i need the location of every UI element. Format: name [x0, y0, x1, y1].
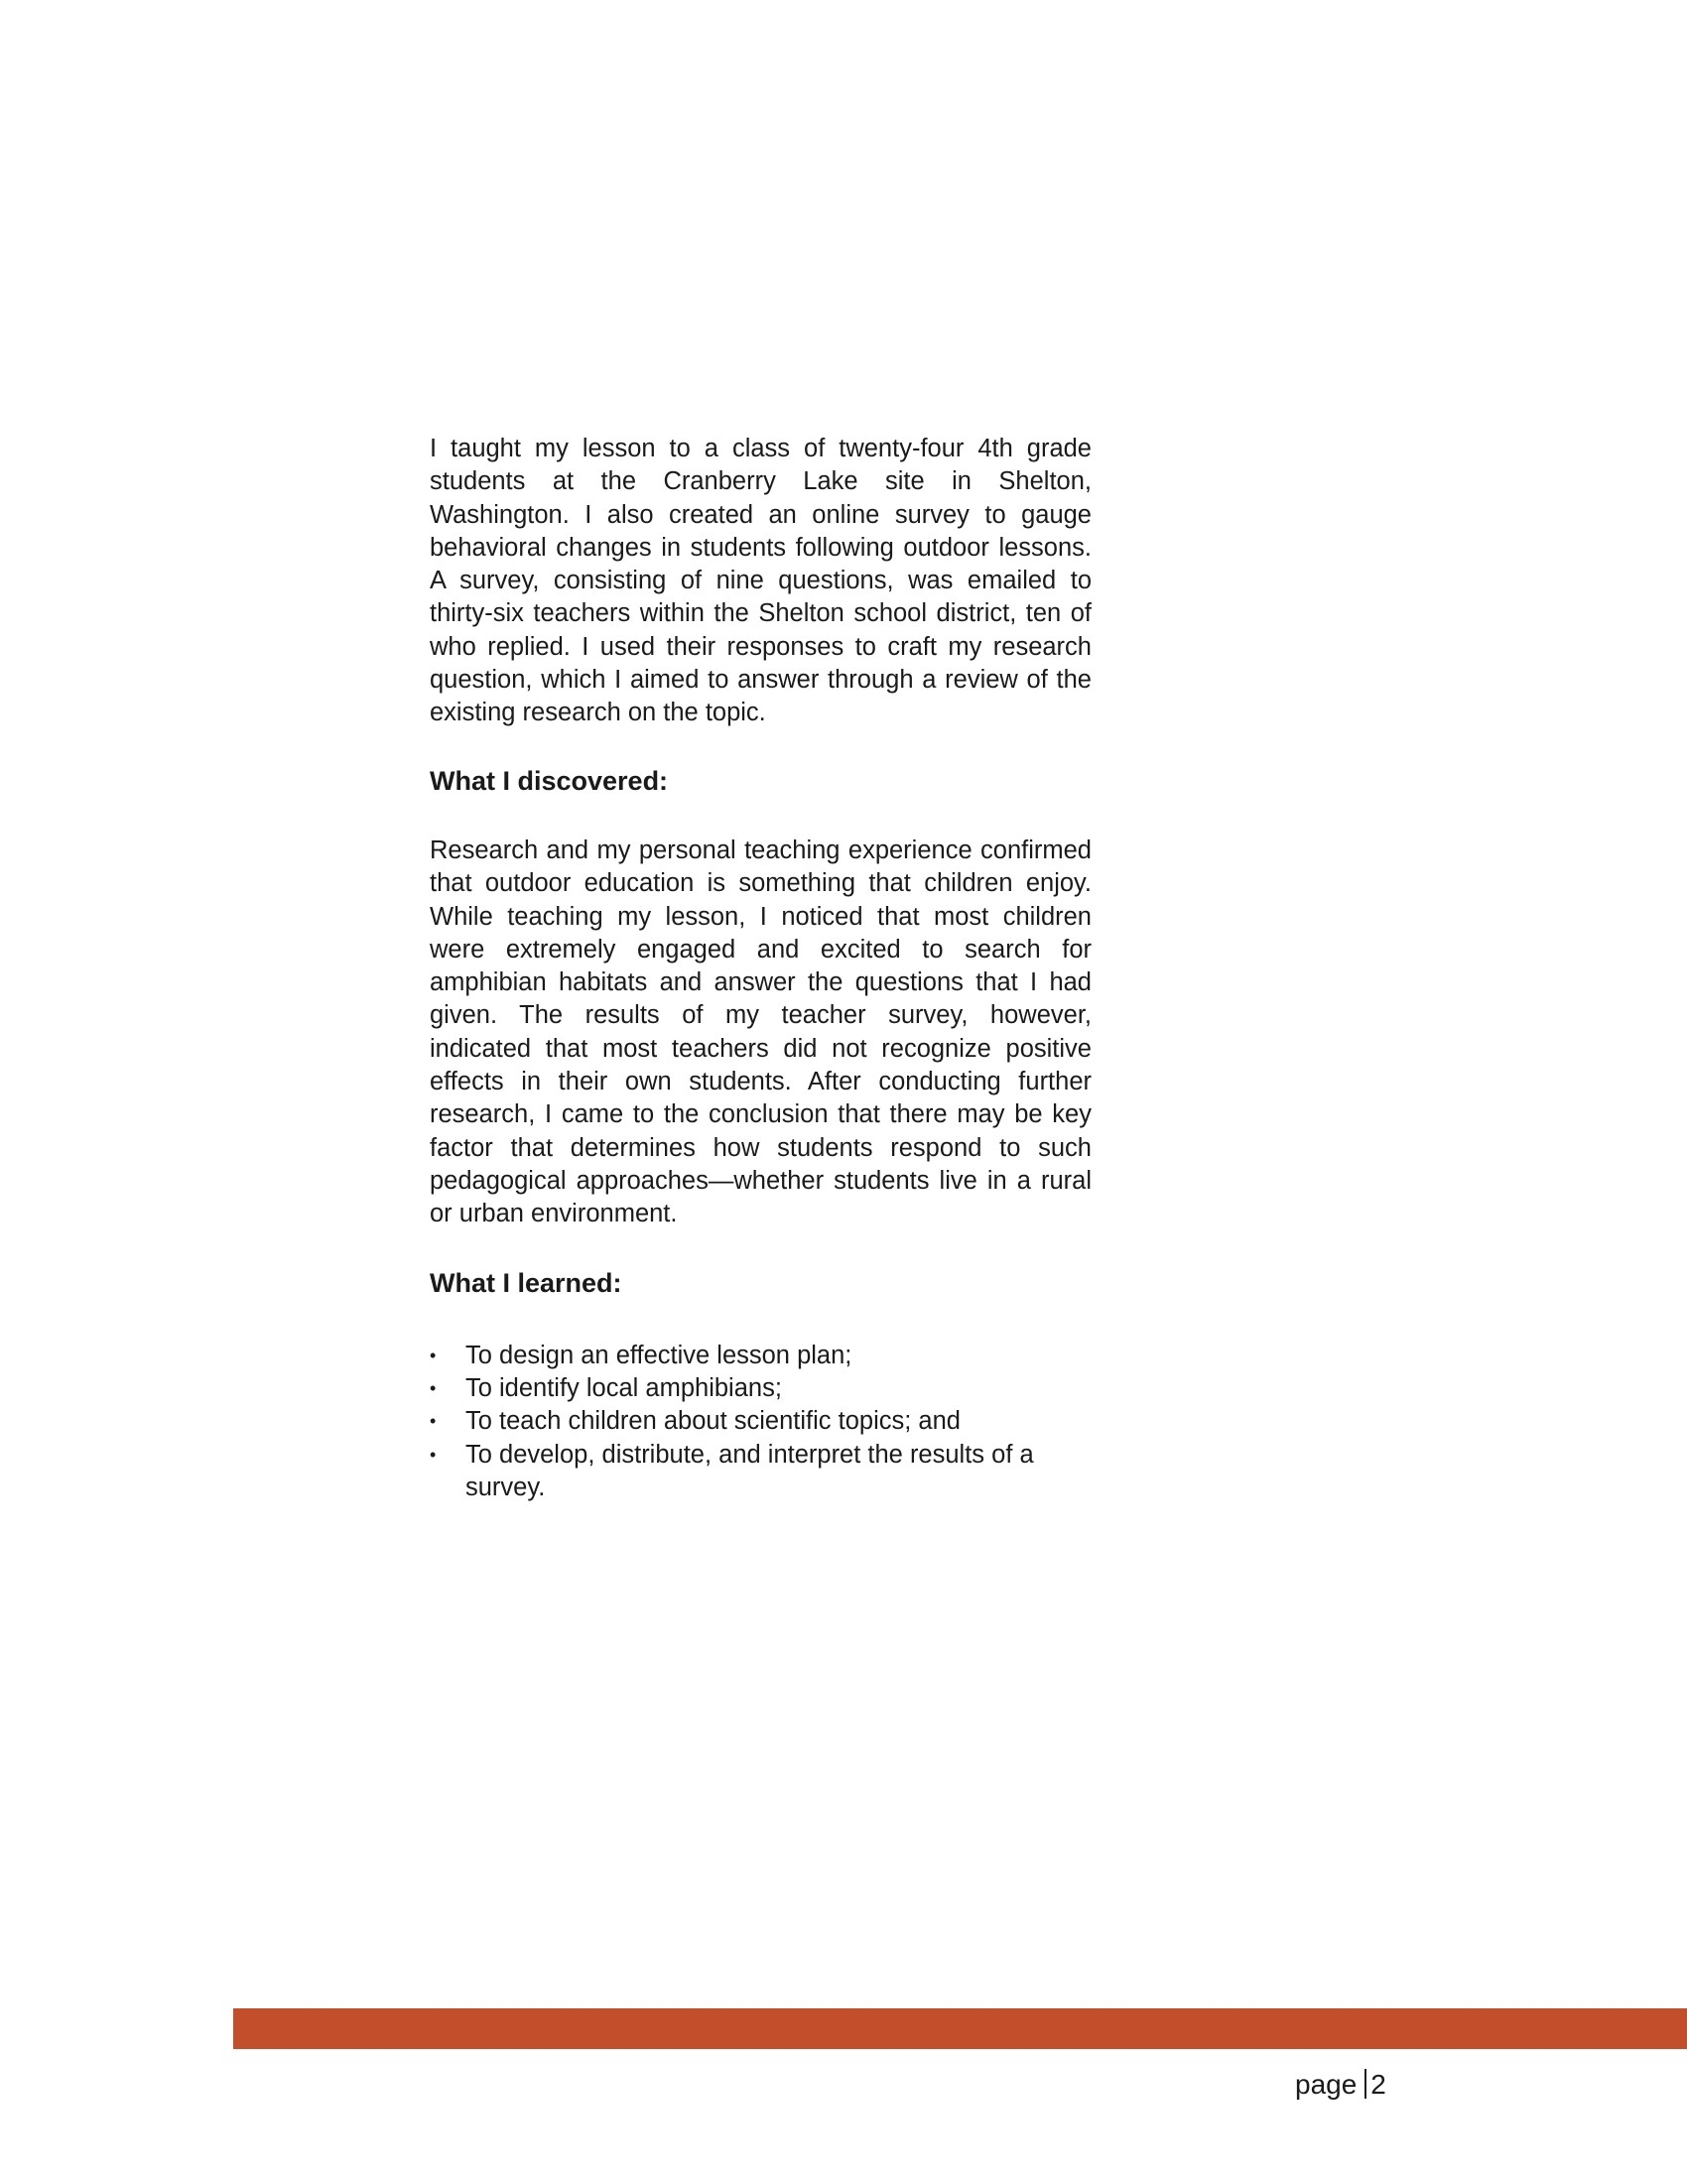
- bullet-icon: •: [430, 1411, 437, 1432]
- page-number-value: 2: [1370, 2069, 1386, 2100]
- footer-accent-bar: [233, 2008, 1687, 2049]
- list-item: [430, 1340, 1092, 1372]
- learned-list: [430, 1340, 1092, 1504]
- bullet-icon: •: [430, 1345, 437, 1365]
- page-number: [1295, 2069, 1386, 2101]
- list-item: [430, 1439, 1092, 1505]
- list-item-text: To develop, distribute, and interpret the results of a survey.: [465, 1440, 1034, 1502]
- discovered-paragraph: Research and my personal teaching experience confirmed that outdoor education is something that children enjoy. While teaching my lesson, I noticed that most children were extremely engaged and excited to search for amphibian habitats and answer the questions that I had given. The results of my teacher survey, however, indicated that most teachers did not recognize positive effects in their own students. After conducting further research, I came to the conclusion that there may be key factor that determines how students respond to such pedagogical approaches—whether students live in a rural or urban environment.: [430, 835, 1092, 1228]
- intro-paragraph: I taught my lesson to a class of twenty-four 4th grade students at the Cranberry Lake site in Shelton, Washington. I also created an online survey to gauge behavioral changes in students following outdoor lessons. A survey, consisting of nine questions, was emailed to thirty-six teachers within the Shelton school district, ten of who replied. I used their responses to craft my research question, which I aimed to answer through a review of the existing research on the topic.: [430, 435, 1092, 727]
- learned-heading: What I learned:: [430, 1267, 622, 1298]
- bullet-icon: •: [430, 1444, 437, 1465]
- page-separator: [1364, 2069, 1366, 2099]
- list-item-text: To teach children about scientific topics; and: [465, 1407, 961, 1436]
- main-content: [430, 433, 1092, 1504]
- list-item: [430, 1405, 1092, 1438]
- list-item-text: To design an effective lesson plan;: [465, 1341, 852, 1369]
- discovered-heading: What I discovered:: [430, 765, 669, 796]
- list-item-text: To identify local amphibians;: [465, 1374, 782, 1403]
- bullet-icon: •: [430, 1378, 437, 1399]
- list-item: [430, 1372, 1092, 1405]
- page-label: page: [1295, 2069, 1358, 2100]
